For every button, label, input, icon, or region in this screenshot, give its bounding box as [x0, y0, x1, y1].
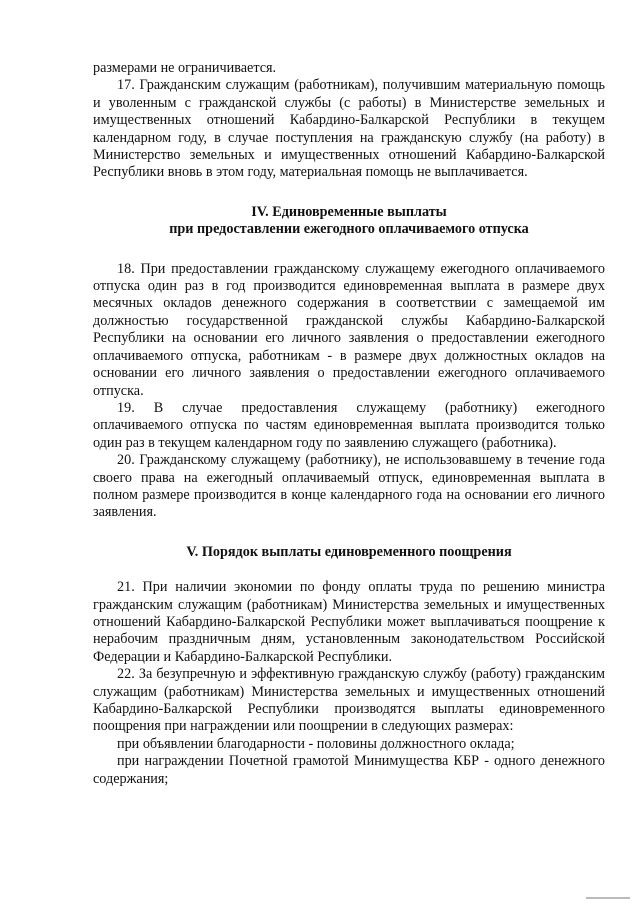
section-4-title-line-2: при предоставлении ежегодного оплачиваемого отпуска: [169, 221, 529, 238]
paragraph-20: 20. Гражданскому служащему (работнику), не использовавшему в течение года своего права на ежегодный оплачиваемый отпуск, единовременная выплата в полном размере производится в конце календарного года на основании его личного заявления.: [93, 452, 605, 521]
spacer: [93, 239, 605, 261]
list-item-honor-certificate: при награждении Почетной грамотой Минимущества КБР - одного денежного содержания;: [93, 753, 605, 787]
scan-edge-mark: [586, 897, 630, 899]
paragraph-19: 19. В случае предоставления служащему (работнику) ежегодного оплачиваемого отпуска по частям единовременная выплата производится только один раз в текущем календарном году по заявлению служащего (работника).: [93, 399, 605, 451]
document-body: [93, 60, 605, 788]
list-item-gratitude: при объявлении благодарности - половины должностного оклада;: [117, 735, 515, 752]
paragraph-continuation: размерами не ограничивается.: [93, 60, 277, 76]
paragraph-21: 21. При наличии экономии по фонду оплаты труда по решению министра гражданским служащим (работникам) Министерства земельных и имущественных отношений Кабардино-Балкарской Республики может выплачиваться поощрение к нерабочим праздничным дням, установленным законодательством Российской Федерации и Кабардино-Балкарской Республики.: [93, 579, 605, 665]
paragraph-22: 22. За безупречную и эффективную гражданскую службу (работу) гражданским служащим (работникам) Министерства земельных и имущественных отношений Кабардино-Балкарской Республики производятся выплаты единовременного поощрения при награждении или поощрении в следующих размерах:: [93, 666, 605, 735]
section-4-title-line-1: IV. Единовременные выплаты: [251, 203, 447, 220]
spacer: [93, 182, 605, 204]
paragraph-17: 17. Гражданским служащим (работникам), получившим материальную помощь и уволенным с гражданской службы (с работы) в Министерстве земельных и имущественных отношений Кабардино-Балкарской Республики в текущем календарном году, в случае поступления на гражданскую службу (на работу) в Министерство земельных и имущественных отношений Кабардино-Балкарской Республики вновь в этом году, материальная помощь не выплачивается.: [93, 77, 605, 181]
paragraph-18: 18. При предоставлении гражданскому служащему ежегодного оплачиваемого отпуска один раз в год производится единовременная выплата в размере двух месячных окладов денежного содержания в соответствии с замещаемой им должностью государственной гражданской службы Кабардино-Балкарской Республики на основании его личного заявления о предоставлении ежегодного оплачиваемого отпуска, работникам - в размере двух должностных окладов на основании его личного заявления о предоставлении ежегодного оплачиваемого отпуска.: [93, 260, 605, 399]
section-5-title: V. Порядок выплаты единовременного поощрения: [186, 543, 512, 560]
